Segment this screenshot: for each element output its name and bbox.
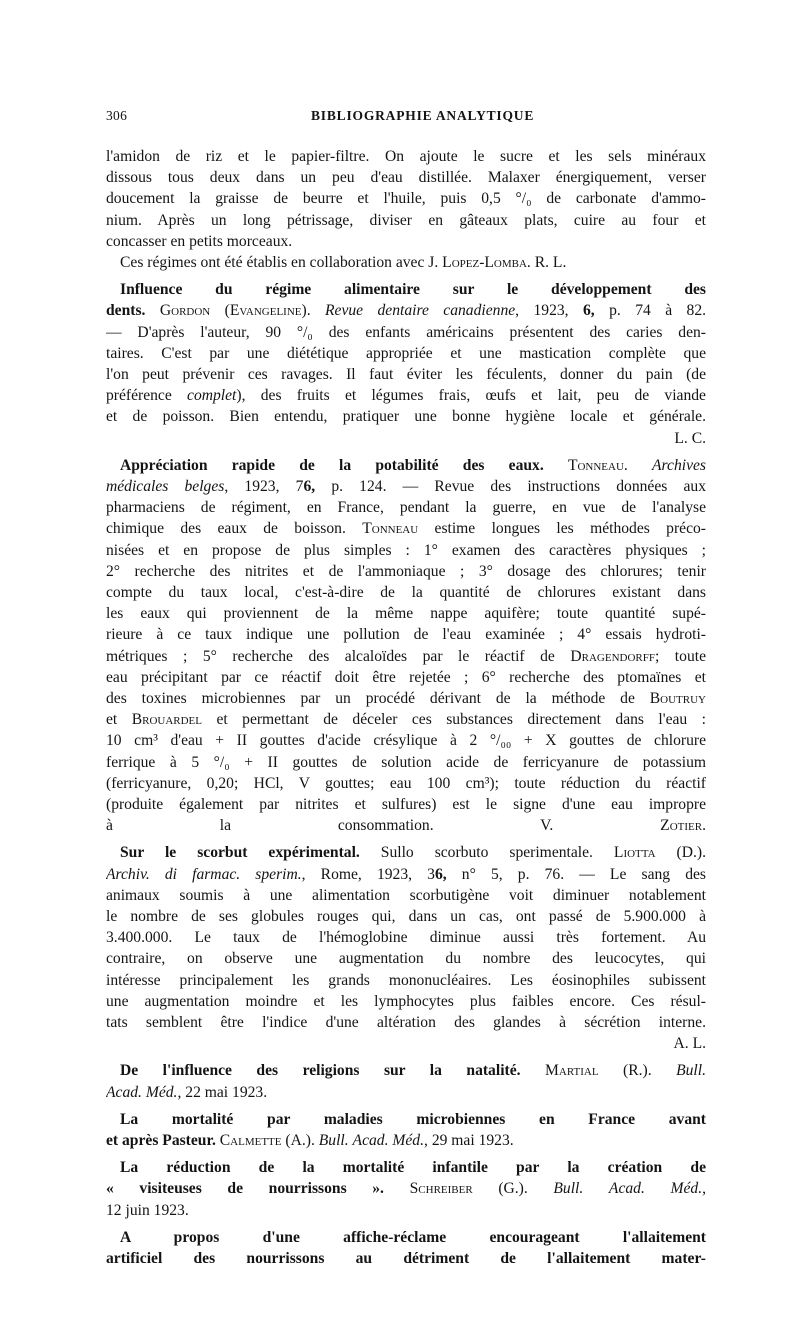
text-line: et après Pasteur. Calmette (A.). Bull. Acad. Méd., 29 mai 1923. [106, 1132, 514, 1149]
text-line: Ces régimes ont été établis en collaboration avec J. Lopez-Lomba. R. L. [120, 254, 567, 271]
text-line: tats semblent être l'indice d'une altération des glandes à sécrétion interne. [106, 1014, 706, 1031]
text-line: pharmaciens de régiment, en France, pendant la guerre, en vue de l'analyse [106, 499, 706, 517]
text-line: l'amidon de riz et le papier-filtre. On ajoute le sucre et les sels minéraux [106, 148, 706, 165]
text-line: taires. C'est par une diététique appropriée et une mastication complète que [106, 344, 706, 362]
text-line: nisées et en propose de plus simples : 1° examen des caractères physiques ; [106, 541, 706, 559]
text-line: une augmentation moindre et les lymphocytes plus faibles encore. Ces résul- [106, 992, 706, 1010]
text-line: nium. Après un long pétrissage, diviser en gâteaux plats, cuire au four et [106, 211, 706, 229]
text-line: Sur le scorbut expérimental. Sullo scorbuto sperimentale. Liotta (D.). [120, 844, 706, 862]
text-line: dissous tous deux dans un peu d'eau distillée. Malaxer énergiquement, verser [106, 169, 706, 187]
text-line: Influence du régime alimentaire sur le développement des [120, 281, 706, 299]
text-line: des toxines microbiennes par un procédé dérivant de la méthode de Boutruy [106, 690, 706, 707]
running-title: BIBLIOGRAPHIE ANALYTIQUE [311, 108, 535, 123]
text-line: les eaux qui proviennent de la même nappe aquifère; toute quantité supé- [106, 605, 706, 623]
text-line: et Brouardel et permettant de déceler ces substances directement dans l'eau : [106, 711, 706, 729]
text-line: — D'après l'auteur, 90 °/₀ des enfants américains présentent des caries den- [106, 323, 706, 341]
text-line: (ferricyanure, 0,20; HCl, V gouttes; eau 100 cm³); toute réduction du réactif [106, 774, 706, 792]
text-line: De l'influence des religions sur la natalité. Martial (R.). Bull. [120, 1062, 706, 1080]
text-line: artificiel des nourrissons au détriment de l'allaitement mater- [106, 1250, 706, 1267]
text-line: concasser en petits morceaux. [106, 232, 293, 250]
text-line: ferrique à 5 °/₀ + II gouttes de solution acide de ferricyanure de potassium [106, 753, 706, 771]
text-line: eau précipitant par ce réactif doit être rejetée ; 6° recherche des ptomaïnes et [106, 668, 706, 686]
text-line: Archiv. di farmac. sperim., Rome, 1923, 36, n° 5, p. 76. — Le sang des [106, 865, 706, 883]
text-line: rieure à ce taux indique une pollution de l'eau examinée ; 4° essais hydroti- [106, 626, 706, 644]
text-line: préférence complet), des fruits et légumes frais, œufs et lait, peu de viande [106, 387, 706, 405]
text-line: à la consommation. V. Zotier. [106, 817, 706, 835]
text-line: « visiteuses de nourrissons ». Schreiber (G.). Bull. Acad. Méd., [106, 1180, 706, 1198]
text-line: 10 cm³ d'eau + II gouttes d'acide crésylique à 2 °/₀₀ + X gouttes de chlorure [106, 732, 706, 750]
text-line: doucement la graisse de beurre et l'huile, puis 0,5 °/₀ de carbonate d'ammo- [106, 190, 706, 208]
text-line: animaux soumis à une alimentation scorbutigène voit diminuer notablement [106, 886, 706, 904]
text-line: La mortalité par maladies microbiennes en France avant [120, 1110, 706, 1128]
text-line: intéresse principalement les grands mononucléaires. Les éosinophiles subissent [106, 971, 706, 989]
text-line: Acad. Méd., 22 mai 1923. [106, 1083, 268, 1101]
text-line: Appréciation rapide de la potabilité des eaux. Tonneau. Archives [120, 456, 706, 474]
text-line: dents. Gordon (Evangeline). Revue dentaire canadienne, 1923, 6, p. 74 à 82. [106, 302, 706, 320]
text-line: 2° recherche des nitrites et de l'ammoniaque ; 3° dosage des chlorures; tenir [106, 562, 706, 580]
running-head [106, 108, 706, 128]
text-line: chimique des eaux de boisson. Tonneau estime longues les méthodes préco- [106, 520, 706, 538]
text-line: 12 juin 1923. [106, 1201, 189, 1219]
text-line: et de poisson. Bien entendu, pratiquer une bonne hygiène locale et générale. [106, 408, 706, 426]
text-line: médicales belges, 1923, 76, p. 124. — Revue des instructions données aux [106, 478, 706, 495]
text-line: A. L. [673, 1035, 706, 1053]
page-number: 306 [106, 108, 128, 123]
text-line: 3.400.000. Le taux de l'hémoglobine diminue aussi très fortement. Au [106, 929, 706, 947]
text-line: contraire, on observe une augmentation du nombre des leucocytes, qui [106, 950, 706, 968]
text-line: compte du taux local, c'est-à-dire de la quantité de chlorures existant dans [106, 584, 706, 601]
text-line: le nombre de ses globules rouges qui, dans un cas, ont passé de 5.900.000 à [106, 908, 706, 925]
text-line: A propos d'une affiche-réclame encourageant l'allaitement [120, 1228, 706, 1246]
text-line: (produite également par nitrites et sulfures) est le signe d'une eau impropre [106, 796, 706, 813]
text-line: l'on peut prévenir ces ravages. Il faut éviter les féculents, donner du pain (de [106, 366, 706, 383]
text-line: La réduction de la mortalité infantile par la création de [120, 1159, 706, 1177]
text-line: métriques ; 5° recherche des alcaloïdes par le réactif de Dragendorff; toute [106, 647, 706, 665]
text-line: L. C. [674, 429, 706, 447]
